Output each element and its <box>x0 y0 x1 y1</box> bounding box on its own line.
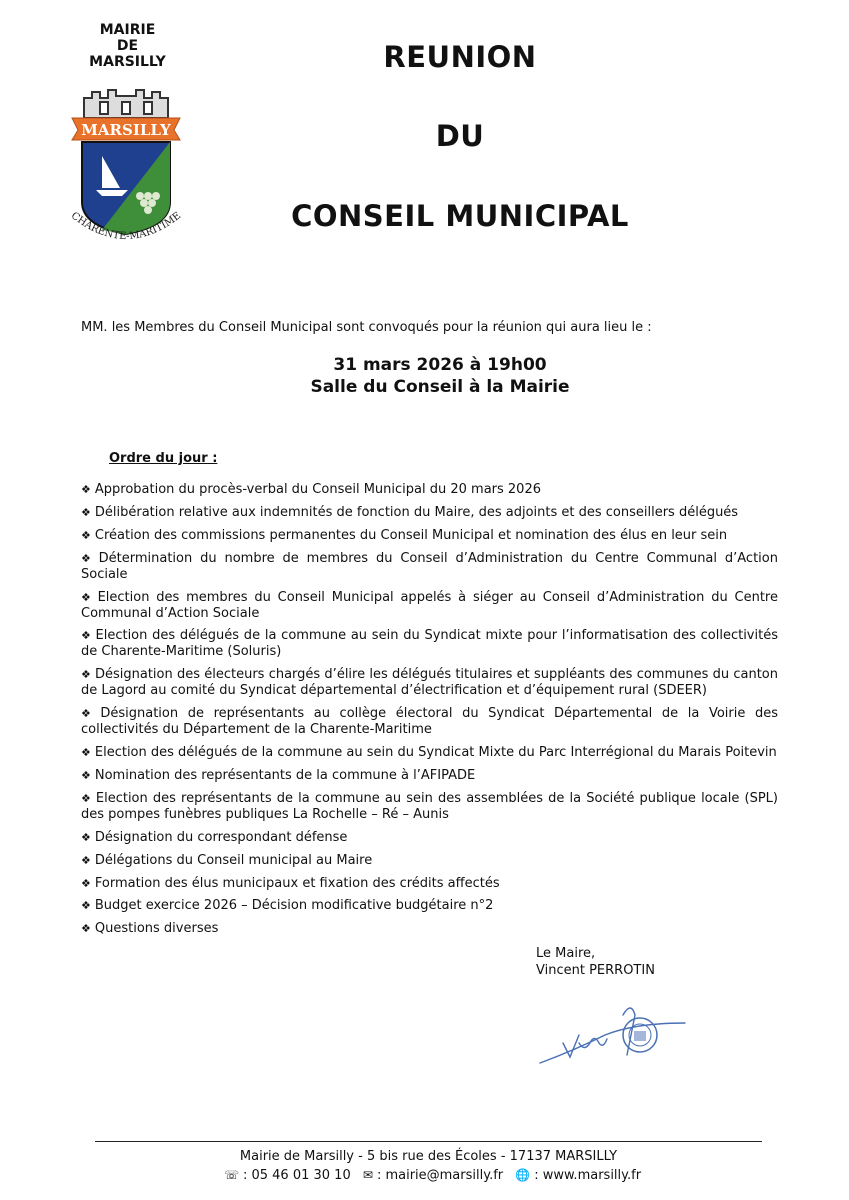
mairie-name <box>70 22 185 70</box>
diamond-bullet-icon: ❖ <box>81 505 91 519</box>
meeting-place: Salle du Conseil à la Mairie <box>310 377 570 397</box>
agenda-item-text: Désignation du correspondant défense <box>94 829 348 845</box>
diamond-bullet-icon: ❖ <box>81 853 91 867</box>
title-line-3: CONSEIL MUNICIPAL <box>291 199 629 233</box>
agenda-item <box>81 745 778 761</box>
agenda-item-text: Election des membres du Conseil Municipal appelés à siéger au Conseil d’Administration du Centre Communal d’Action Sociale <box>81 589 778 621</box>
agenda-item-text: Délibération relative aux indemnités de fonction du Maire, des adjoints et des conseillers délégués <box>94 504 739 520</box>
footer-address: Mairie de Marsilly - 5 bis rue des Écoles - 17137 MARSILLY <box>239 1149 618 1164</box>
agenda-item-text: Nomination des représentants de la commune à l’AFIPADE <box>94 768 476 784</box>
mairie-line: DE <box>116 38 139 54</box>
agenda-item <box>81 482 778 498</box>
crest-banner-text: MARSILLY <box>81 121 171 139</box>
agenda-item-text: Election des délégués de la commune au sein du Syndicat mixte pour l’informatisation des collectivités de Charente-Maritime (Soluris) <box>81 628 778 660</box>
diamond-bullet-icon: ❖ <box>81 528 91 542</box>
agenda-item <box>81 898 778 914</box>
agenda-item-text: Désignation de représentants au collège électoral du Syndicat Départemental de la Voirie des collectivités du Département de la Charente-Maritime <box>81 706 778 738</box>
agenda-item-text: Création des commissions permanentes du Conseil Municipal et nomination des élus en leur sein <box>94 527 728 543</box>
agenda-list <box>81 482 778 944</box>
title-line-1: REUNION <box>383 40 537 74</box>
agenda-item <box>81 830 778 846</box>
diamond-bullet-icon: ❖ <box>81 876 91 890</box>
agenda-item-text: Approbation du procès-verbal du Conseil Municipal du 20 mars 2026 <box>94 482 541 497</box>
agenda-heading: Ordre du jour : <box>109 451 218 466</box>
agenda-item <box>81 551 778 583</box>
crest-region-text: CHARENTE-MARITIME <box>68 210 184 243</box>
agenda-item-text: Délégations du Conseil municipal au Maire <box>94 852 373 868</box>
diamond-bullet-icon: ❖ <box>81 629 92 643</box>
handwritten-signature-stamp <box>535 995 690 1070</box>
mairie-line: MARSILLY <box>89 54 166 70</box>
agenda-item <box>81 791 778 823</box>
mail-icon: ✉ <box>362 1168 373 1182</box>
marsilly-crest-logo <box>62 84 190 264</box>
agenda-item <box>81 505 778 521</box>
phone-icon: ☏ <box>223 1168 239 1182</box>
agenda-item <box>81 921 778 937</box>
signatory-name: Vincent PERROTIN <box>536 963 655 978</box>
diamond-bullet-icon: ❖ <box>81 668 91 682</box>
footer-contacts <box>95 1166 762 1185</box>
diamond-bullet-icon: ❖ <box>81 922 91 936</box>
diamond-bullet-icon: ❖ <box>81 899 91 913</box>
diamond-bullet-icon: ❖ <box>81 483 91 496</box>
agenda-item <box>81 706 778 738</box>
agenda-item <box>81 876 778 892</box>
agenda-item-text: Election des représentants de la commune au sein des assemblées de la Société publique locale (SPL) des pompes funèbres publiques La Rochelle – Ré – Aunis <box>81 790 778 822</box>
diamond-bullet-icon: ❖ <box>81 769 91 783</box>
agenda-item-text: Désignation des électeurs chargés d’élire les délégués titulaires et suppléants des communes du canton de Lagord au comité du Syndicat départemental d’électrification et d’équipement rural (SDEER) <box>81 667 778 699</box>
agenda-item <box>81 628 778 660</box>
agenda-item <box>81 667 778 699</box>
diamond-bullet-icon: ❖ <box>81 791 92 805</box>
agenda-item-text: Budget exercice 2026 – Décision modificative budgétaire n°2 <box>94 898 494 914</box>
diamond-bullet-icon: ❖ <box>81 830 91 844</box>
diamond-bullet-icon: ❖ <box>81 590 94 604</box>
footer <box>95 1147 762 1185</box>
footer-divider <box>95 1141 762 1142</box>
footer-website[interactable]: : www.marsilly.fr <box>534 1168 642 1183</box>
agenda-item <box>81 590 778 622</box>
agenda-item-text: Formation des élus municipaux et fixation des crédits affectés <box>94 875 500 891</box>
diamond-bullet-icon: ❖ <box>81 746 91 760</box>
agenda-item <box>81 768 778 784</box>
agenda-item-text: Election des délégués de la commune au sein du Syndicat Mixte du Parc Interrégional du Marais Poitevin <box>94 745 777 761</box>
agenda-item-text: Questions diverses <box>94 921 219 937</box>
signatory <box>536 945 655 979</box>
footer-email[interactable]: : mairie@marsilly.fr <box>376 1168 504 1183</box>
intro-text: MM. les Membres du Conseil Municipal sont convoqués pour la réunion qui aura lieu le : <box>81 320 652 335</box>
footer-phone: : 05 46 01 30 10 <box>242 1168 351 1183</box>
agenda-item <box>81 528 778 544</box>
diamond-bullet-icon: ❖ <box>81 551 95 565</box>
title-line-2: DU <box>435 119 485 153</box>
agenda-item <box>81 853 778 869</box>
globe-icon: 🌐 <box>515 1168 531 1182</box>
signatory-role: Le Maire, <box>536 946 596 961</box>
meeting-date: 31 mars 2026 à 19h00 <box>333 355 547 375</box>
agenda-item-text: Détermination du nombre de membres du Conseil d’Administration du Centre Communal d’Action Sociale <box>81 550 778 582</box>
mairie-stamp-icon <box>623 1018 657 1052</box>
crown-icon <box>84 90 168 118</box>
mairie-line: MAIRIE <box>99 22 156 38</box>
diamond-bullet-icon: ❖ <box>81 707 97 721</box>
